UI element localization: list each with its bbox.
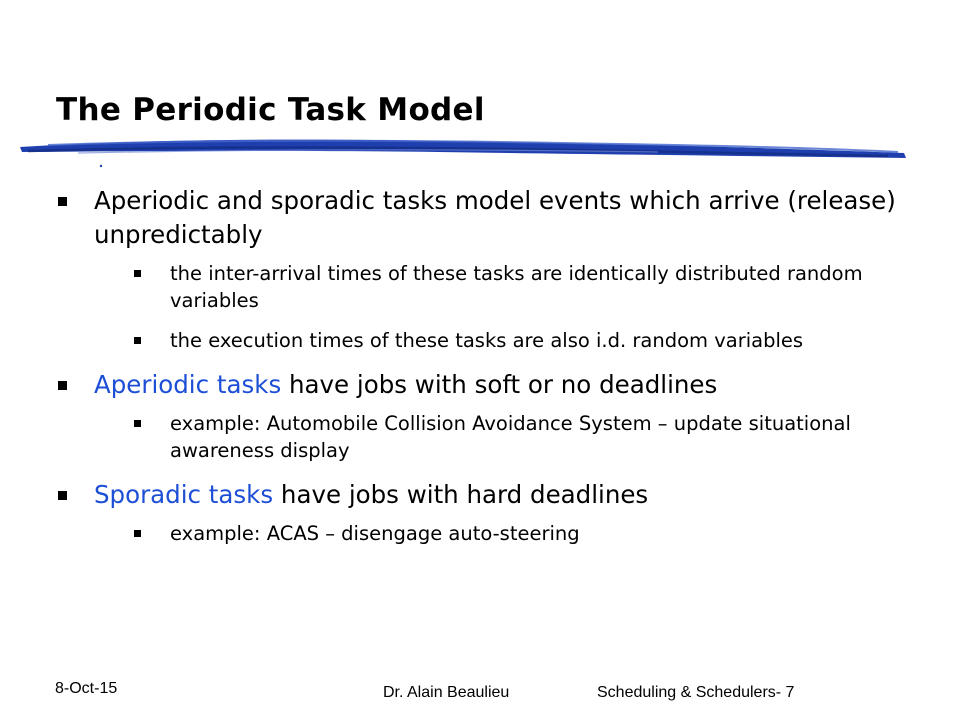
- square-bullet-icon: [134, 420, 141, 427]
- footer-course-page: Scheduling & Schedulers- 7: [597, 684, 795, 701]
- bullet-text: have jobs with soft or no deadlines: [281, 370, 718, 399]
- square-bullet-icon: [58, 491, 67, 500]
- sub-bullet-list: [94, 410, 936, 464]
- bullet-aperiodic-sporadic: [56, 184, 936, 354]
- bullet-list: [56, 184, 936, 547]
- bullet-text: have jobs with hard deadlines: [273, 480, 649, 509]
- sub-bullet-list: [94, 260, 936, 354]
- sub-bullet-list: [94, 520, 936, 547]
- sub-bullet-inter-arrival: [132, 260, 936, 314]
- sub-bullet-text: the inter-arrival times of these tasks are identically distributed random variables: [170, 262, 863, 312]
- sub-bullet-text: the execution times of these tasks are also i.d. random variables: [170, 329, 804, 352]
- title-underline-brushstroke: [18, 134, 908, 170]
- sub-bullet-execution-times: [132, 327, 936, 354]
- square-bullet-icon: [58, 197, 67, 206]
- bullet-aperiodic-tasks: [56, 368, 936, 464]
- bullet-lead: Aperiodic tasks: [94, 370, 282, 399]
- bullet-sporadic-tasks: [56, 478, 936, 547]
- sub-bullet-text: example: ACAS – disengage auto-steering: [170, 522, 580, 545]
- square-bullet-icon: [134, 530, 141, 537]
- footer-date: 8-Oct-15: [55, 680, 118, 697]
- sub-bullet-example-acas-display: [132, 410, 936, 464]
- square-bullet-icon: [58, 381, 67, 390]
- sub-bullet-text: example: Automobile Collision Avoidance System – update situational awareness display: [170, 412, 851, 462]
- footer-author: Dr. Alain Beaulieu: [383, 684, 510, 701]
- bullet-lead: Sporadic tasks: [94, 480, 274, 509]
- bullet-text: Aperiodic and sporadic tasks model events which arrive (release) unpredictably: [94, 186, 896, 249]
- slide-title: The Periodic Task Model: [56, 92, 485, 128]
- square-bullet-icon: [134, 337, 141, 344]
- sub-bullet-example-acas-steering: [132, 520, 936, 547]
- square-bullet-icon: [134, 270, 141, 277]
